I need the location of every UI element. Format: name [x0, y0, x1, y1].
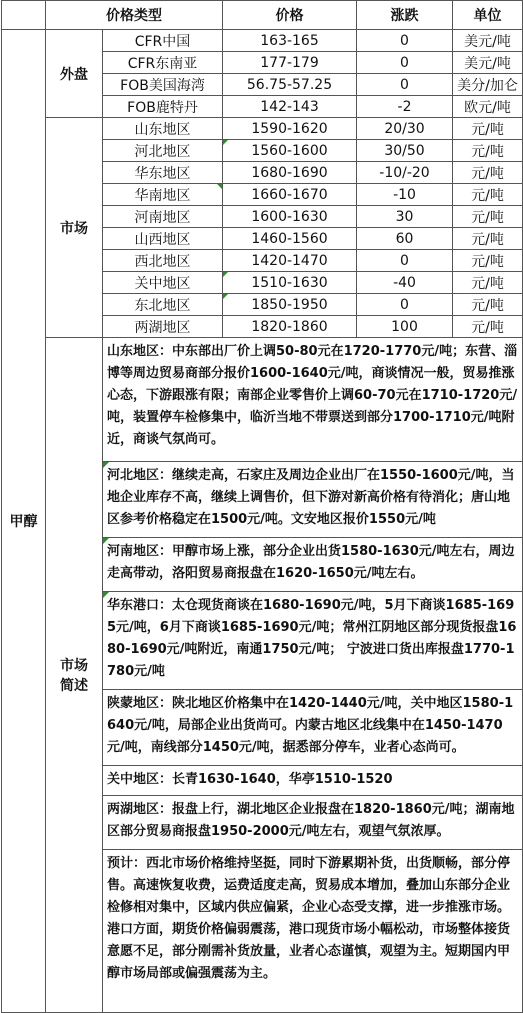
- summary-east-port: 华东港口：太仓现货商谈在1680-1690元/吨，5月下商谈1685-1695元/吨，6月下商谈1685-1690元/吨；常州江阴地区部分现货报盘1680-1690元/吨附近，南通1750元/吨； 宁波进口货出库报盘1770-1780元/吨: [103, 592, 523, 690]
- row-name: CFR中国: [103, 30, 223, 52]
- table-row: [2, 30, 523, 52]
- row-unit: 美元/吨: [453, 30, 523, 52]
- row-name: 关中地区: [103, 272, 223, 294]
- row-name: 河北地区: [103, 140, 223, 162]
- summary-henan: 河南地区：甲醇市场上涨，部分企业出货1580-1630元/吨左右，周边走高带动，洛阳贸易商报盘在1620-1650元/吨左右。: [103, 538, 523, 592]
- summary-shandong: 山东地区：中东部出厂价上调50-80元在1720-1770元/吨；东营、淄博等周边贸易商部分报价1600-1640元/吨，商谈情况一般，贸易推涨心态，下游跟涨有限；南部企业零售价上调60-70元在1710-1720元/吨，装置停车检修集中，临沂当地不带票送到部分1700-1710元/吨附近，商谈气氛尚可。: [103, 338, 523, 462]
- price-table: [1, 0, 523, 1013]
- row-name: 河南地区: [103, 206, 223, 228]
- row-change: 20/30: [357, 118, 453, 140]
- row-change: 0: [357, 294, 453, 316]
- row-name: 山东地区: [103, 118, 223, 140]
- row-price: 163-165: [223, 30, 357, 52]
- row-price: 1820-1860: [223, 316, 357, 338]
- row-price: 1590-1620: [223, 118, 357, 140]
- row-name: 华东地区: [103, 162, 223, 184]
- row-unit: 元/吨: [453, 294, 523, 316]
- header-type: 价格类型: [46, 1, 223, 30]
- row-name: 华南地区: [103, 184, 223, 206]
- row-price: 1420-1470: [223, 250, 357, 272]
- row-price: 1460-1560: [223, 228, 357, 250]
- row-price: 1680-1690: [223, 162, 357, 184]
- row-price: 1560-1600: [223, 140, 357, 162]
- row-unit: 元/吨: [453, 228, 523, 250]
- row-unit: 元/吨: [453, 250, 523, 272]
- header-corner-cell: [2, 1, 46, 30]
- row-name: FOB美国海湾: [103, 74, 223, 96]
- row-change: 0: [357, 74, 453, 96]
- row-unit: 元/吨: [453, 316, 523, 338]
- row-price: 142-143: [223, 96, 357, 118]
- header-unit: 单位: [453, 1, 523, 30]
- row-name: CFR东南亚: [103, 52, 223, 74]
- row-change: 30/50: [357, 140, 453, 162]
- row-change: 60: [357, 228, 453, 250]
- table-row: [2, 118, 523, 140]
- summary-guanzhong: 关中地区：长青1630-1640，华亭1510-1520: [103, 766, 523, 796]
- row-change: 0: [357, 52, 453, 74]
- header-change: 涨跌: [357, 1, 453, 30]
- row-price: 1510-1630: [223, 272, 357, 294]
- row-unit: 元/吨: [453, 272, 523, 294]
- group-overseas: 外盘: [46, 30, 103, 118]
- header-row: [2, 1, 523, 30]
- row-change: -10: [357, 184, 453, 206]
- row-change: 100: [357, 316, 453, 338]
- row-change: -10/-20: [357, 162, 453, 184]
- group-summary-line2: 简述: [60, 678, 88, 694]
- row-name: FOB鹿特丹: [103, 96, 223, 118]
- row-change: 0: [357, 250, 453, 272]
- row-name: 东北地区: [103, 294, 223, 316]
- summary-shaanmeng: 陕蒙地区：陕北地区价格集中在1420-1440元/吨，关中地区1580-1640元/吨，局部企业出货尚可。内蒙古地区北线集中在1450-1470元/吨，南线部分1450元/吨，据悉部分停车，业者心态尚可。: [103, 690, 523, 766]
- group-summary-line1: 市场: [60, 658, 88, 674]
- row-unit: 欧元/吨: [453, 96, 523, 118]
- summary-forecast: 预计：西北市场价格维持坚挺，同时下游累期补货，出货顺畅，部分停售。高速恢复收费，运费适度走高，贸易成本增加，叠加山东部分企业检修相对集中，区域内供应偏紧，企业心态受支撑，进一步推涨市场。港口方面，期货价格偏弱震荡，港口现货市场小幅松动，市场整体接货意愿不足，部分刚需补货放量，业者心态谨慎，观望为主。短期国内甲醇市场局部或偏强震荡为主。: [103, 850, 523, 1013]
- summary-row: [2, 338, 523, 462]
- row-unit: 元/吨: [453, 206, 523, 228]
- row-unit: 元/吨: [453, 184, 523, 206]
- row-change: -2: [357, 96, 453, 118]
- row-unit: 元/吨: [453, 118, 523, 140]
- row-unit: 元/吨: [453, 162, 523, 184]
- row-change: 30: [357, 206, 453, 228]
- row-price: 1600-1630: [223, 206, 357, 228]
- row-price: 177-179: [223, 52, 357, 74]
- row-unit: 美分/加仑: [453, 74, 523, 96]
- row-unit: 美元/吨: [453, 52, 523, 74]
- row-price: 1850-1950: [223, 294, 357, 316]
- group-market: 市场: [46, 118, 103, 338]
- row-name: 两湖地区: [103, 316, 223, 338]
- header-price: 价格: [223, 1, 357, 30]
- summary-lianghu: 两湖地区：报盘上行，湖北地区企业报盘在1820-1860元/吨；湖南地区部分贸易商报盘1950-2000元/吨左右，观望气氛浓厚。: [103, 796, 523, 850]
- row-unit: 元/吨: [453, 140, 523, 162]
- group-summary: [46, 338, 103, 1013]
- product-label: 甲醇: [2, 30, 46, 1013]
- row-price: 1660-1670: [223, 184, 357, 206]
- row-price: 56.75-57.25: [223, 74, 357, 96]
- row-change: -40: [357, 272, 453, 294]
- row-change: 0: [357, 30, 453, 52]
- summary-hebei: 河北地区：继续走高，石家庄及周边企业出厂在1550-1600元/吨，当地企业库存不高，继续上调售价，但下游对新高价格有待消化；唐山地区参考价格稳定在1500元/吨。文安地区报价1550元/吨: [103, 462, 523, 538]
- row-name: 西北地区: [103, 250, 223, 272]
- row-name: 山西地区: [103, 228, 223, 250]
